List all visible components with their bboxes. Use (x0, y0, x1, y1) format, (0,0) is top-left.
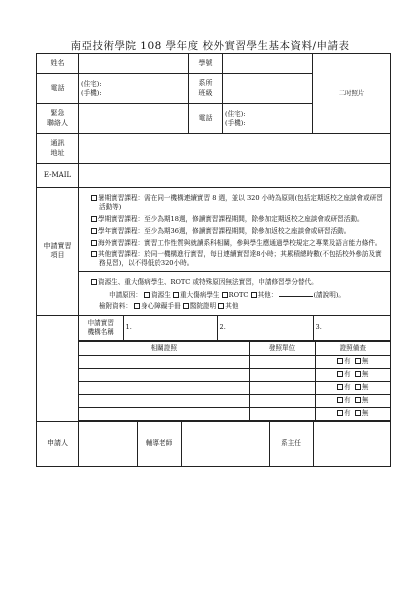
address-label (37, 134, 79, 164)
emergency-home-label: (住宅): (225, 109, 246, 118)
name-value[interactable] (79, 54, 189, 74)
class-label: 班級 (198, 88, 213, 97)
proofs-table (79, 341, 390, 421)
semester-option: 學期實習課程：至少為期18週，修讀實習課程期間，除參加定期返校之座談會或研習活動。 (98, 214, 364, 223)
proof-yes-checkbox[interactable] (337, 410, 343, 416)
proof-check-cell (315, 355, 390, 368)
reason-label: 申請原因： (109, 291, 142, 300)
reason-row (91, 290, 384, 300)
reason-other: 其他： (257, 291, 278, 300)
program-options (79, 188, 391, 316)
unit-header: 發照單位 (249, 341, 315, 355)
docs-label: 檢附資料： (99, 302, 132, 311)
institution-label-2: 機構名稱 (87, 327, 114, 336)
mobile-phone-label: (手機): (81, 88, 102, 97)
check-header: 證照備查 (315, 341, 390, 355)
reason-other-input[interactable] (279, 290, 313, 297)
proof-check-cell (315, 368, 390, 381)
signature-table (79, 422, 390, 466)
reason-note: (請說明) (313, 291, 339, 300)
proof-row (79, 355, 390, 368)
proofs-block (79, 340, 391, 421)
proof-rows (79, 355, 390, 420)
proof-no-label: 無 (361, 383, 369, 392)
proof-no-checkbox[interactable] (355, 358, 361, 364)
dept-class-value[interactable] (223, 74, 313, 104)
emergency-label-1: 緊急 (50, 109, 65, 118)
institution-slot-1-label: 1. (125, 323, 132, 332)
name-label: 姓名 (37, 54, 79, 74)
proof-row (79, 368, 390, 381)
proof-no-checkbox[interactable] (355, 397, 361, 403)
address-label-1: 通訊 (50, 139, 65, 148)
institution-slot-3[interactable] (313, 316, 390, 340)
photo-label: 二吋照片 (338, 89, 365, 98)
phone-value[interactable] (79, 74, 189, 104)
emergency-contact-label (37, 104, 79, 134)
proof-no-label: 無 (361, 370, 369, 379)
reason-illness: 重大傷病學生 (179, 291, 220, 300)
proof-yes-checkbox[interactable] (337, 358, 343, 364)
photo-box[interactable] (313, 54, 391, 134)
proof-yes-checkbox[interactable] (337, 384, 343, 390)
reason-rotc: ROTC (228, 291, 249, 300)
chair-sign[interactable] (313, 422, 390, 466)
application-form (36, 53, 390, 467)
institution-label-1: 申請實習 (87, 319, 114, 328)
proof-yes-label: 有 (344, 370, 351, 379)
phone-label: 電話 (37, 74, 79, 104)
proof-no-label: 無 (361, 396, 369, 405)
proof-name-cell[interactable] (79, 381, 249, 394)
dept-class-label (189, 74, 223, 104)
proof-no-checkbox[interactable] (355, 371, 361, 377)
substitution-checkbox[interactable] (91, 279, 97, 285)
proof-no-checkbox[interactable] (355, 410, 361, 416)
institution-slot-2-label: 2. (219, 323, 226, 332)
signature-block (79, 421, 391, 466)
proof-yes-checkbox[interactable] (337, 397, 343, 403)
emergency-mobile-label: (手機): (225, 118, 246, 127)
basic-info-table (36, 53, 391, 467)
doc-disability: 身心障礙手冊 (141, 302, 181, 311)
proof-header: 相關證照 (79, 341, 249, 355)
proof-unit-cell[interactable] (249, 381, 315, 394)
credit-substitution-section (79, 271, 390, 311)
program-label-2: 項目 (50, 251, 65, 260)
proof-name-cell[interactable] (79, 355, 249, 368)
doc-other: 其他 (225, 302, 239, 311)
program-label-1: 申請實習 (43, 242, 72, 251)
email-label: E-MAIL (37, 164, 79, 188)
student-id-value[interactable] (223, 54, 313, 74)
advisor-sign[interactable] (181, 422, 269, 466)
reason-other-checkbox[interactable] (251, 292, 257, 298)
other-option: 其他實習課程：於同一機構進行實習，每日連續實習達8小時；其累積總時數(不包括校外參訪及實務見習)，以不得低於320小時。 (98, 250, 382, 268)
institution-slot-1[interactable] (123, 316, 217, 340)
institution-slot-2[interactable] (217, 316, 313, 340)
summer-option: 暑期實習課程：需在同一機構連續實習 8 週，並以 320 小時為原則(包括定期返校之座談會或研習活動等) (98, 194, 383, 211)
student-id-label: 學號 (189, 54, 223, 74)
proof-unit-cell[interactable] (249, 355, 315, 368)
doc-other-checkbox[interactable] (218, 303, 224, 309)
proof-unit-cell[interactable] (249, 407, 315, 420)
proof-unit-cell[interactable] (249, 394, 315, 407)
reason-end: 。 (338, 291, 345, 300)
reason-illness-checkbox[interactable] (173, 292, 179, 298)
chair-label: 系主任 (269, 422, 313, 466)
summer-checkbox[interactable] (91, 195, 97, 201)
email-value[interactable] (79, 164, 391, 188)
doc-hospital: 醫院證明 (189, 302, 217, 311)
doc-disability-checkbox[interactable] (134, 303, 140, 309)
substitution-option: 資源生、重大傷病學生、ROTC 或特殊原因無法實習，申請修習學分替代。 (98, 278, 318, 287)
address-value[interactable] (79, 134, 391, 164)
proof-check-cell (315, 407, 390, 420)
proof-no-label: 無 (361, 409, 369, 418)
proof-yes-checkbox[interactable] (337, 371, 343, 377)
year-checkbox[interactable] (91, 228, 97, 234)
overseas-checkbox[interactable] (91, 240, 97, 246)
advisor-label: 輔導老師 (137, 422, 181, 466)
overseas-option: 海外實習課程：實習工作性質與就讀系科相關，參與學生應通過學校規定之專業及語言能力條件。 (98, 238, 382, 247)
semester-checkbox[interactable] (91, 216, 97, 222)
applicant-sign[interactable] (79, 422, 137, 466)
proof-unit-cell[interactable] (249, 368, 315, 381)
dept-label: 系所 (198, 79, 213, 88)
doc-hospital-checkbox[interactable] (183, 303, 189, 309)
emergency-contact-value[interactable] (79, 104, 189, 134)
emergency-label-2: 聯絡人 (47, 118, 68, 127)
docs-row (91, 302, 384, 311)
institution-table (79, 316, 390, 340)
proof-name-cell[interactable] (79, 407, 249, 420)
proof-check-cell (315, 381, 390, 394)
proof-yes-label: 有 (344, 357, 351, 366)
emergency-phone-label: 電話 (189, 104, 223, 134)
reason-rotc-checkbox[interactable] (222, 292, 228, 298)
other-checkbox[interactable] (91, 251, 97, 257)
reason-resource: 資源生 (151, 291, 171, 300)
proof-check-cell (315, 394, 390, 407)
program-label (37, 188, 79, 316)
home-phone-label: (住宅): (81, 79, 102, 88)
proof-yes-label: 有 (344, 409, 351, 418)
institution-label (79, 316, 123, 340)
applicant-label: 申請人 (37, 421, 79, 466)
program-label-spacer (37, 315, 79, 421)
proof-row (79, 394, 390, 407)
page-title: 南亞技術學院 108 學年度 校外實習學生基本資料/申請表 (70, 40, 350, 52)
proof-no-label: 無 (361, 357, 369, 366)
institution-block (79, 315, 391, 340)
proof-yes-label: 有 (344, 396, 351, 405)
institution-slot-3-label: 3. (315, 323, 322, 332)
year-option: 學年實習課程：至少為期36週，修讀實習課程期間，除參加返校之座談會或研習活動。 (98, 226, 351, 235)
emergency-phone-value[interactable] (223, 104, 313, 134)
proof-name-cell[interactable] (79, 368, 249, 381)
proof-row (79, 407, 390, 420)
proof-no-checkbox[interactable] (355, 384, 361, 390)
reason-resource-checkbox[interactable] (144, 292, 150, 298)
proof-name-cell[interactable] (79, 394, 249, 407)
address-label-2: 地址 (50, 148, 65, 157)
proof-row (79, 381, 390, 394)
proof-yes-label: 有 (344, 383, 351, 392)
